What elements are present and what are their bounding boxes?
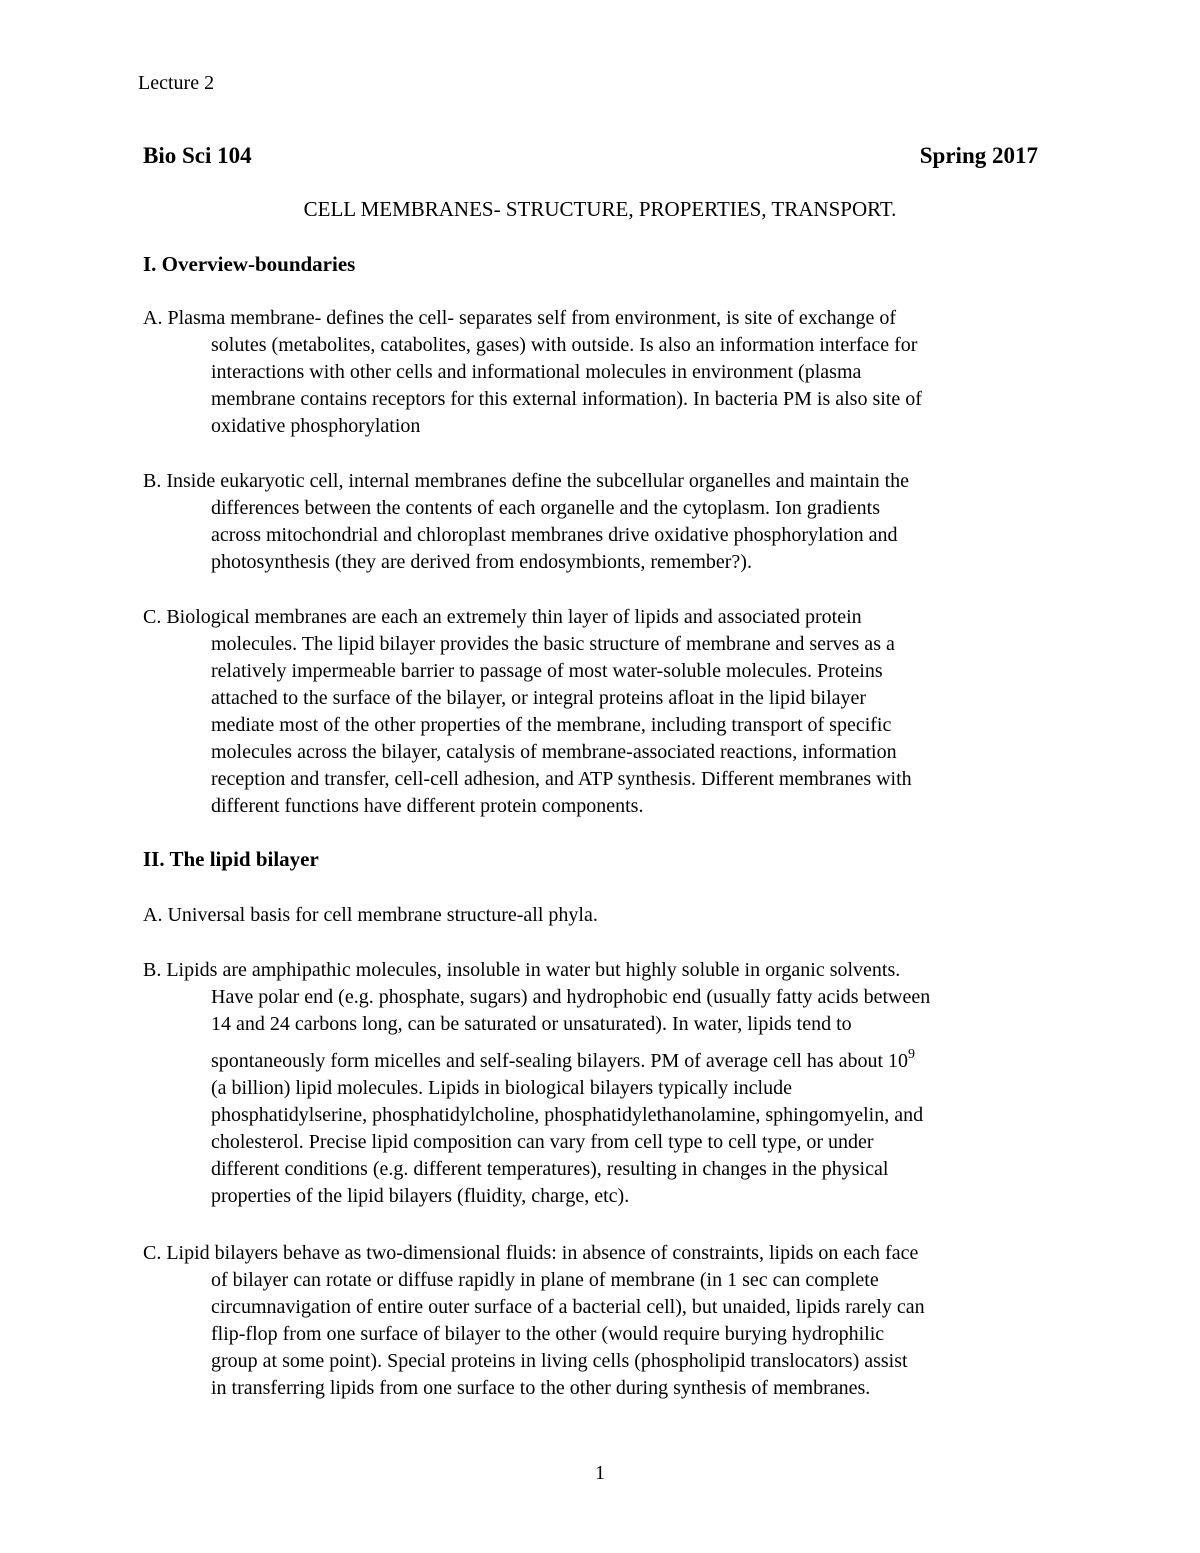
paragraph-line: different conditions (e.g. different temperatures), resulting in changes in the physical bbox=[211, 1158, 889, 1180]
course-header bbox=[143, 143, 1038, 169]
paragraph-line: A. Universal basis for cell membrane structure-all phyla. bbox=[143, 904, 598, 926]
paragraph-line: 14 and 24 carbons long, can be saturated or unsaturated). In water, lipids tend to bbox=[211, 1013, 852, 1035]
paragraph-line: attached to the surface of the bilayer, or integral proteins afloat in the lipid bilayer bbox=[211, 687, 867, 709]
paragraph-line: Have polar end (e.g. phosphate, sugars) and hydrophobic end (usually fatty acids between bbox=[211, 986, 931, 1008]
paragraph-line: differences between the contents of each organelle and the cytoplasm. Ion gradients bbox=[211, 497, 881, 519]
section-heading-lipid-bilayer: II. The lipid bilayer bbox=[143, 847, 319, 871]
paragraph-line: interactions with other cells and informational molecules in environment (plasma bbox=[211, 361, 862, 383]
paragraph-line: photosynthesis (they are derived from endosymbionts, remember?). bbox=[211, 551, 752, 573]
paragraph-overview-c bbox=[143, 604, 1073, 820]
paragraph-lipid-a bbox=[143, 902, 1073, 929]
exponent-superscript: 9 bbox=[908, 1047, 916, 1062]
paragraph-line: oxidative phosphorylation bbox=[211, 415, 421, 437]
paragraph-overview-b bbox=[143, 468, 1073, 576]
paragraph-line: group at some point). Special proteins in living cells (phospholipid translocators) assist bbox=[211, 1350, 908, 1372]
paragraph-line: phosphatidylserine, phosphatidylcholine, phosphatidylethanolamine, sphingomyelin, and bbox=[211, 1104, 924, 1126]
term-label: Spring 2017 bbox=[919, 143, 1038, 168]
paragraph-line-text: spontaneously form micelles and self-sealing bilayers. PM of average cell has about 10 bbox=[211, 1050, 909, 1072]
paragraph-lipid-c bbox=[143, 1240, 1073, 1402]
lecture-label: Lecture 2 bbox=[138, 72, 215, 94]
page-number: 1 bbox=[595, 1462, 605, 1484]
course-name: Bio Sci 104 bbox=[143, 143, 252, 168]
paragraph-line: of bilayer can rotate or diffuse rapidly in plane of membrane (in 1 sec can complete bbox=[211, 1269, 879, 1291]
paragraph-line: solutes (metabolites, catabolites, gases) with outside. Is also an information interface for bbox=[211, 334, 918, 356]
paragraph-line: cholesterol. Precise lipid composition can vary from cell type to cell type, or under bbox=[211, 1131, 874, 1153]
paragraph-line: membrane contains receptors for this external information). In bacteria PM is also site of bbox=[211, 388, 922, 410]
paragraph-line: C. Biological membranes are each an extremely thin layer of lipids and associated protein bbox=[143, 606, 862, 628]
paragraph-line: B. Lipids are amphipathic molecules, insoluble in water but highly soluble in organic solvents. bbox=[143, 959, 901, 981]
paragraph-line: different functions have different protein components. bbox=[211, 795, 644, 817]
paragraph-line: molecules across the bilayer, catalysis of membrane-associated reactions, information bbox=[211, 741, 897, 763]
paragraph-line: mediate most of the other properties of the membrane, including transport of specific bbox=[211, 714, 892, 736]
paragraph-line: reception and transfer, cell-cell adhesion, and ATP synthesis. Different membranes with bbox=[211, 768, 912, 790]
paragraph-line: B. Inside eukaryotic cell, internal membranes define the subcellular organelles and maintain the bbox=[143, 470, 910, 492]
paragraph-line: C. Lipid bilayers behave as two-dimensional fluids: in absence of constraints, lipids on each face bbox=[143, 1242, 919, 1264]
document-title: CELL MEMBRANES- STRUCTURE, PROPERTIES, TRANSPORT. bbox=[303, 197, 897, 221]
paragraph-lipid-b bbox=[143, 957, 1073, 1210]
paragraph-line: flip-flop from one surface of bilayer to the other (would require burying hydrophilic bbox=[211, 1323, 885, 1345]
paragraph-line: (a billion) lipid molecules. Lipids in biological bilayers typically include bbox=[211, 1077, 792, 1099]
paragraph-line: circumnavigation of entire outer surface of a bacterial cell), but unaided, lipids rarely can bbox=[211, 1296, 925, 1318]
section-heading-overview: I. Overview-boundaries bbox=[143, 252, 356, 276]
paragraph-line: in transferring lipids from one surface to the other during synthesis of membranes. bbox=[211, 1377, 871, 1399]
paragraph-line: properties of the lipid bilayers (fluidity, charge, etc). bbox=[211, 1185, 630, 1207]
paragraph-line: relatively impermeable barrier to passage of most water-soluble molecules. Proteins bbox=[211, 660, 883, 682]
paragraph-line: A. Plasma membrane- defines the cell- separates self from environment, is site of exchange of bbox=[143, 307, 897, 329]
paragraph-line: across mitochondrial and chloroplast membranes drive oxidative phosphorylation and bbox=[211, 524, 898, 546]
paragraph-overview-a bbox=[143, 305, 1073, 440]
paragraph-line bbox=[143, 1048, 1073, 1075]
paragraph-line: molecules. The lipid bilayer provides the basic structure of membrane and serves as a bbox=[211, 633, 895, 655]
